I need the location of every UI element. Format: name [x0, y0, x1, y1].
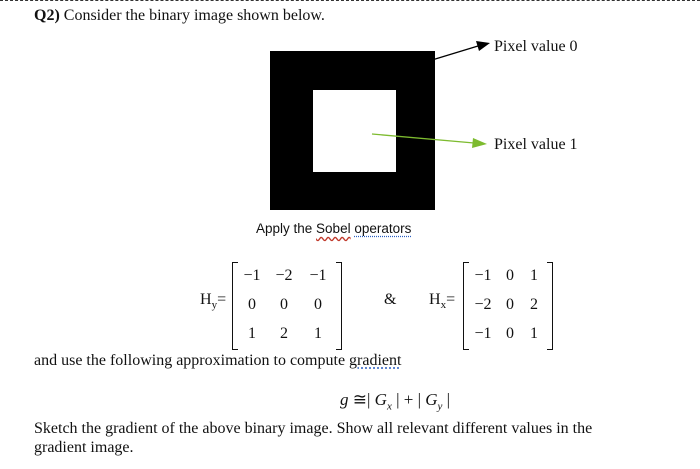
- hy-matrix: [237, 261, 335, 348]
- formula-gx-sub: x: [386, 400, 392, 413]
- hx-cell: −1: [474, 324, 492, 342]
- hy-label: [200, 291, 226, 311]
- approximation-prefix: and use the following approximation to compute: [34, 352, 350, 369]
- formula-gx: G: [374, 390, 387, 409]
- ampersand: &: [384, 291, 397, 308]
- hy-right-bracket: [336, 262, 342, 350]
- operators-word: operators: [354, 221, 412, 236]
- arrowhead-pixel-0: [476, 41, 490, 51]
- sobel-word: Sobel: [316, 221, 351, 236]
- arrow-to-pixel-1: [372, 134, 474, 143]
- hx-matrix: [468, 261, 546, 348]
- hy-cell: −1: [309, 266, 327, 284]
- pixel-value-1-label: Pixel value 1: [494, 136, 578, 153]
- hx-label: [429, 291, 455, 311]
- hy-cell: 0: [280, 295, 288, 313]
- hy-equals: =: [217, 291, 227, 308]
- hy-cell: 1: [314, 324, 322, 342]
- formula-gy-sub: y: [437, 400, 443, 413]
- hy-cell: 0: [314, 295, 322, 313]
- hx-cell: −1: [474, 266, 492, 284]
- apply-sobel-instruction: [256, 221, 411, 236]
- formula-end: |: [442, 390, 451, 409]
- arrow-to-pixel-0: [432, 46, 478, 60]
- hx-right-bracket: [547, 262, 553, 350]
- approximation-sentence: [34, 352, 401, 370]
- hy-letter: H: [200, 291, 212, 308]
- arrowhead-pixel-1: [472, 138, 487, 148]
- question-number: Q2): [34, 7, 60, 24]
- hx-cell: 1: [530, 324, 538, 342]
- pixel-value-0-label: Pixel value 0: [494, 38, 578, 55]
- hx-cell: 0: [506, 324, 514, 342]
- formula-approx: ≅|: [348, 390, 375, 409]
- formula-g: g: [340, 390, 349, 409]
- formula-gy: G: [425, 390, 438, 409]
- formula-mid: | + |: [391, 390, 426, 409]
- hy-subscript: y: [211, 299, 218, 312]
- hx-cell: 2: [530, 295, 538, 313]
- hx-letter: H: [429, 291, 441, 308]
- instruction-prefix: Apply the: [256, 221, 317, 236]
- hx-cell: 1: [530, 266, 538, 284]
- question-text: Consider the binary image shown below.: [59, 7, 325, 24]
- task-text: Sketch the gradient of the above binary image. Show all relevant different values in the gradient image.: [34, 420, 593, 456]
- hx-cell: 0: [506, 295, 514, 313]
- hy-cell: 2: [280, 324, 288, 342]
- hx-subscript: x: [440, 299, 447, 312]
- hx-cell: −2: [474, 295, 492, 313]
- gradient-word: gradient: [349, 352, 402, 369]
- hx-cell: 0: [506, 266, 514, 284]
- hy-cell: 1: [248, 324, 256, 342]
- gradient-formula: [340, 390, 450, 412]
- hy-cell: 0: [248, 295, 256, 313]
- hx-equals: =: [446, 291, 456, 308]
- hy-cell: −1: [243, 266, 261, 284]
- hy-cell: −2: [275, 266, 293, 284]
